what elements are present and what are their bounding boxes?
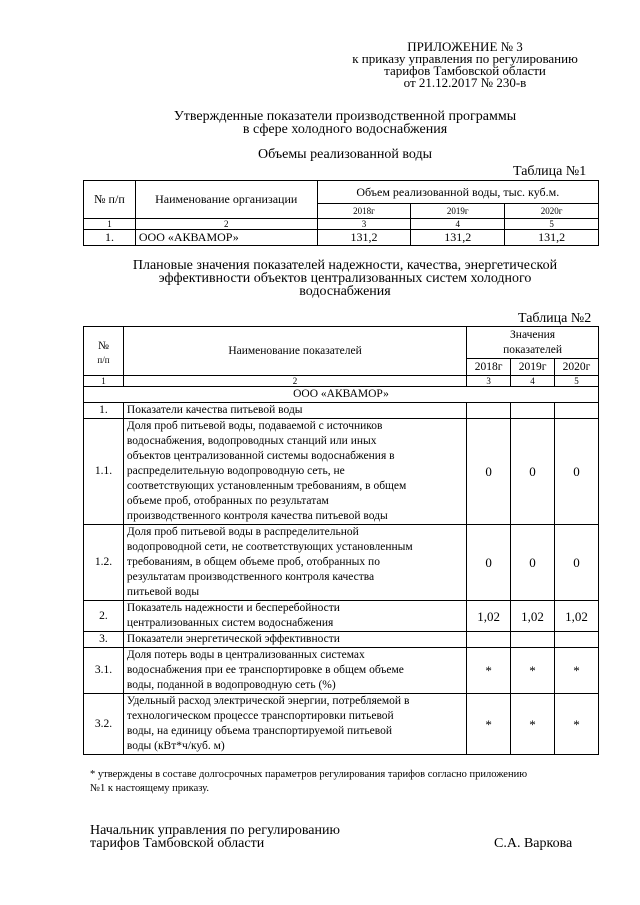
row-num: 3.1.	[84, 648, 124, 694]
row-name-line: Показатель надежности и бесперебойности	[126, 602, 340, 614]
t1-col-org: Наименование организации	[135, 181, 317, 219]
t1-col-volume: Объем реализованной воды, тыс. куб.м.	[317, 181, 598, 204]
t1-index: 1	[84, 219, 136, 230]
table-row	[84, 601, 599, 632]
row-name-line: водоснабжения, водопроводных станций или иных	[126, 435, 377, 447]
t2-col-num	[84, 327, 124, 376]
t1-row-value: 131,2	[317, 230, 411, 246]
t1-index: 5	[505, 219, 599, 230]
t2-year: 2019г	[511, 359, 555, 376]
t2-index: 4	[511, 376, 555, 387]
row-name	[123, 403, 466, 419]
table-row	[84, 632, 599, 648]
t1-row-value: 131,2	[505, 230, 599, 246]
table-row	[84, 419, 599, 525]
row-value: 1,02	[511, 601, 555, 632]
t1-index: 4	[411, 219, 505, 230]
table-row	[84, 694, 599, 755]
table-row	[84, 525, 599, 601]
row-name-line: питьевой воды	[126, 586, 200, 598]
row-value	[511, 632, 555, 648]
document-title-line-2: в сфере холодного водоснабжения	[242, 122, 448, 137]
row-name-line: требованиям, в общем объеме проб, отобранных по	[126, 556, 380, 568]
t2-col-values-a: Значения	[510, 328, 556, 341]
row-value: 0	[555, 419, 599, 525]
t2-org-row: ООО «АКВАМОР»	[84, 387, 599, 403]
signature-line-1: Начальник управления по регулированию	[90, 823, 340, 838]
row-value: *	[511, 694, 555, 755]
signature-block	[90, 824, 340, 850]
row-name-line: Доля проб питьевой воды, подаваемой с источников	[126, 420, 383, 432]
table2-label: Таблица №2	[518, 311, 592, 326]
table-indicators	[83, 326, 599, 755]
appendix-line-2: тарифов Тамбовской области	[384, 63, 546, 78]
t1-row-org: ООО «АКВАМОР»	[135, 230, 317, 246]
t2-year: 2018г	[467, 359, 511, 376]
row-value: *	[467, 648, 511, 694]
t1-col-num: № п/п	[84, 181, 136, 219]
row-name-line: объектов централизованной системы водоснабжения в	[126, 450, 395, 462]
row-name-line: водоснабжения при ее транспортировке в общем объеме	[126, 664, 404, 676]
row-name-line: соответствующих установленным требованиям, в общем	[126, 480, 407, 492]
row-value: 0	[555, 525, 599, 601]
row-value: 1,02	[555, 601, 599, 632]
appendix-line-1: к приказу управления по регулированию	[352, 51, 578, 66]
table-volumes	[83, 180, 599, 246]
row-name-line: централизованных систем водоснабжения	[126, 617, 334, 629]
row-name-line: Удельный расход электрической энергии, потребляемой в	[126, 695, 410, 707]
row-name	[123, 601, 466, 632]
row-name	[123, 632, 466, 648]
row-name-line: производственного контроля качества питьевой воды	[126, 510, 388, 522]
row-value: 0	[467, 525, 511, 601]
row-name	[123, 648, 466, 694]
row-num: 2.	[84, 601, 124, 632]
row-name-line: распределительную водопроводную сеть, не	[126, 465, 345, 477]
row-name-line: воды, на единицу объема транспортируемой питьевой	[126, 725, 393, 737]
table-row	[84, 648, 599, 694]
row-name-line: Доля проб питьевой воды в распределительной	[126, 526, 359, 538]
footnote-line-2: №1 к настоящему приказу.	[90, 783, 209, 794]
row-num: 3.	[84, 632, 124, 648]
table2-heading	[95, 259, 595, 298]
footnote	[90, 768, 610, 796]
t2-index: 5	[555, 376, 599, 387]
t1-year: 2018г	[317, 204, 411, 219]
row-name-line: водопроводной сети, не соответствующих установленным	[126, 541, 413, 553]
row-num: 1.2.	[84, 525, 124, 601]
signature-line-2: тарифов Тамбовской области	[90, 836, 265, 851]
row-num: 1.1.	[84, 419, 124, 525]
row-name	[123, 419, 466, 525]
row-value: *	[555, 694, 599, 755]
row-num: 3.2.	[84, 694, 124, 755]
row-name-line: объеме проб, отобранных по результатам	[126, 495, 329, 507]
row-name	[123, 525, 466, 601]
row-value: *	[555, 648, 599, 694]
t2-index: 2	[123, 376, 466, 387]
table2-heading-line-1: Плановые значения показателей надежности, качества, энергетической	[132, 258, 558, 273]
row-name-line: Доля потерь воды в централизованных системах	[126, 649, 365, 661]
footnote-line-1: * утверждены в составе долгосрочных параметров регулирования тарифов согласно приложению	[90, 769, 528, 780]
signature-name: С.А. Варкова	[494, 836, 573, 851]
row-value	[555, 632, 599, 648]
row-value: *	[511, 648, 555, 694]
row-name-line: результатам производственного контроля качества	[126, 571, 375, 583]
row-value: 0	[511, 419, 555, 525]
table-row	[84, 403, 599, 419]
t2-col-values-b: показателей	[503, 343, 563, 356]
appendix-header	[300, 41, 630, 89]
t1-year: 2020г	[505, 204, 599, 219]
table1-heading: Объемы реализованной воды	[257, 147, 432, 162]
row-value: 0	[511, 525, 555, 601]
t2-col-num-a: №	[97, 339, 109, 352]
t2-col-values	[467, 327, 599, 359]
t1-row-num: 1.	[84, 230, 136, 246]
t1-year: 2019г	[411, 204, 505, 219]
row-num: 1.	[84, 403, 124, 419]
t2-body	[84, 403, 599, 755]
t2-index: 3	[467, 376, 511, 387]
row-name-line: воды, поданной в водопроводную сеть (%)	[126, 679, 336, 691]
document-title-line-1: Утвержденные показатели производственной программы	[173, 109, 517, 124]
table2-heading-line-2: эффективности объектов централизованных систем холодного	[158, 271, 532, 286]
row-name-line: Показатели качества питьевой воды	[126, 404, 303, 416]
t1-index: 2	[135, 219, 317, 230]
row-value: *	[467, 694, 511, 755]
document-title	[95, 110, 595, 136]
appendix-title: ПРИЛОЖЕНИЕ № 3	[407, 39, 523, 54]
t2-col-name: Наименование показателей	[123, 327, 466, 376]
row-value: 1,02	[467, 601, 511, 632]
row-value	[555, 403, 599, 419]
t2-index: 1	[84, 376, 124, 387]
row-value: 0	[467, 419, 511, 525]
row-name	[123, 694, 466, 755]
t1-row-value: 131,2	[411, 230, 505, 246]
row-value	[511, 403, 555, 419]
table1-label: Таблица №1	[513, 164, 587, 179]
appendix-line-3: от 21.12.2017 № 230-в	[403, 75, 527, 90]
table2-heading-line-3: водоснабжения	[299, 284, 391, 299]
row-name-line: технологическом процессе транспортировки питьевой	[126, 710, 394, 722]
row-name-line: Показатели энергетической эффективности	[126, 633, 340, 645]
table-row	[84, 230, 599, 246]
t2-col-num-b: п/п	[97, 354, 110, 365]
t1-index: 3	[317, 219, 411, 230]
t2-year: 2020г	[555, 359, 599, 376]
row-name-line: воды (кВт*ч/куб. м)	[126, 740, 225, 752]
row-value	[467, 632, 511, 648]
row-value	[467, 403, 511, 419]
